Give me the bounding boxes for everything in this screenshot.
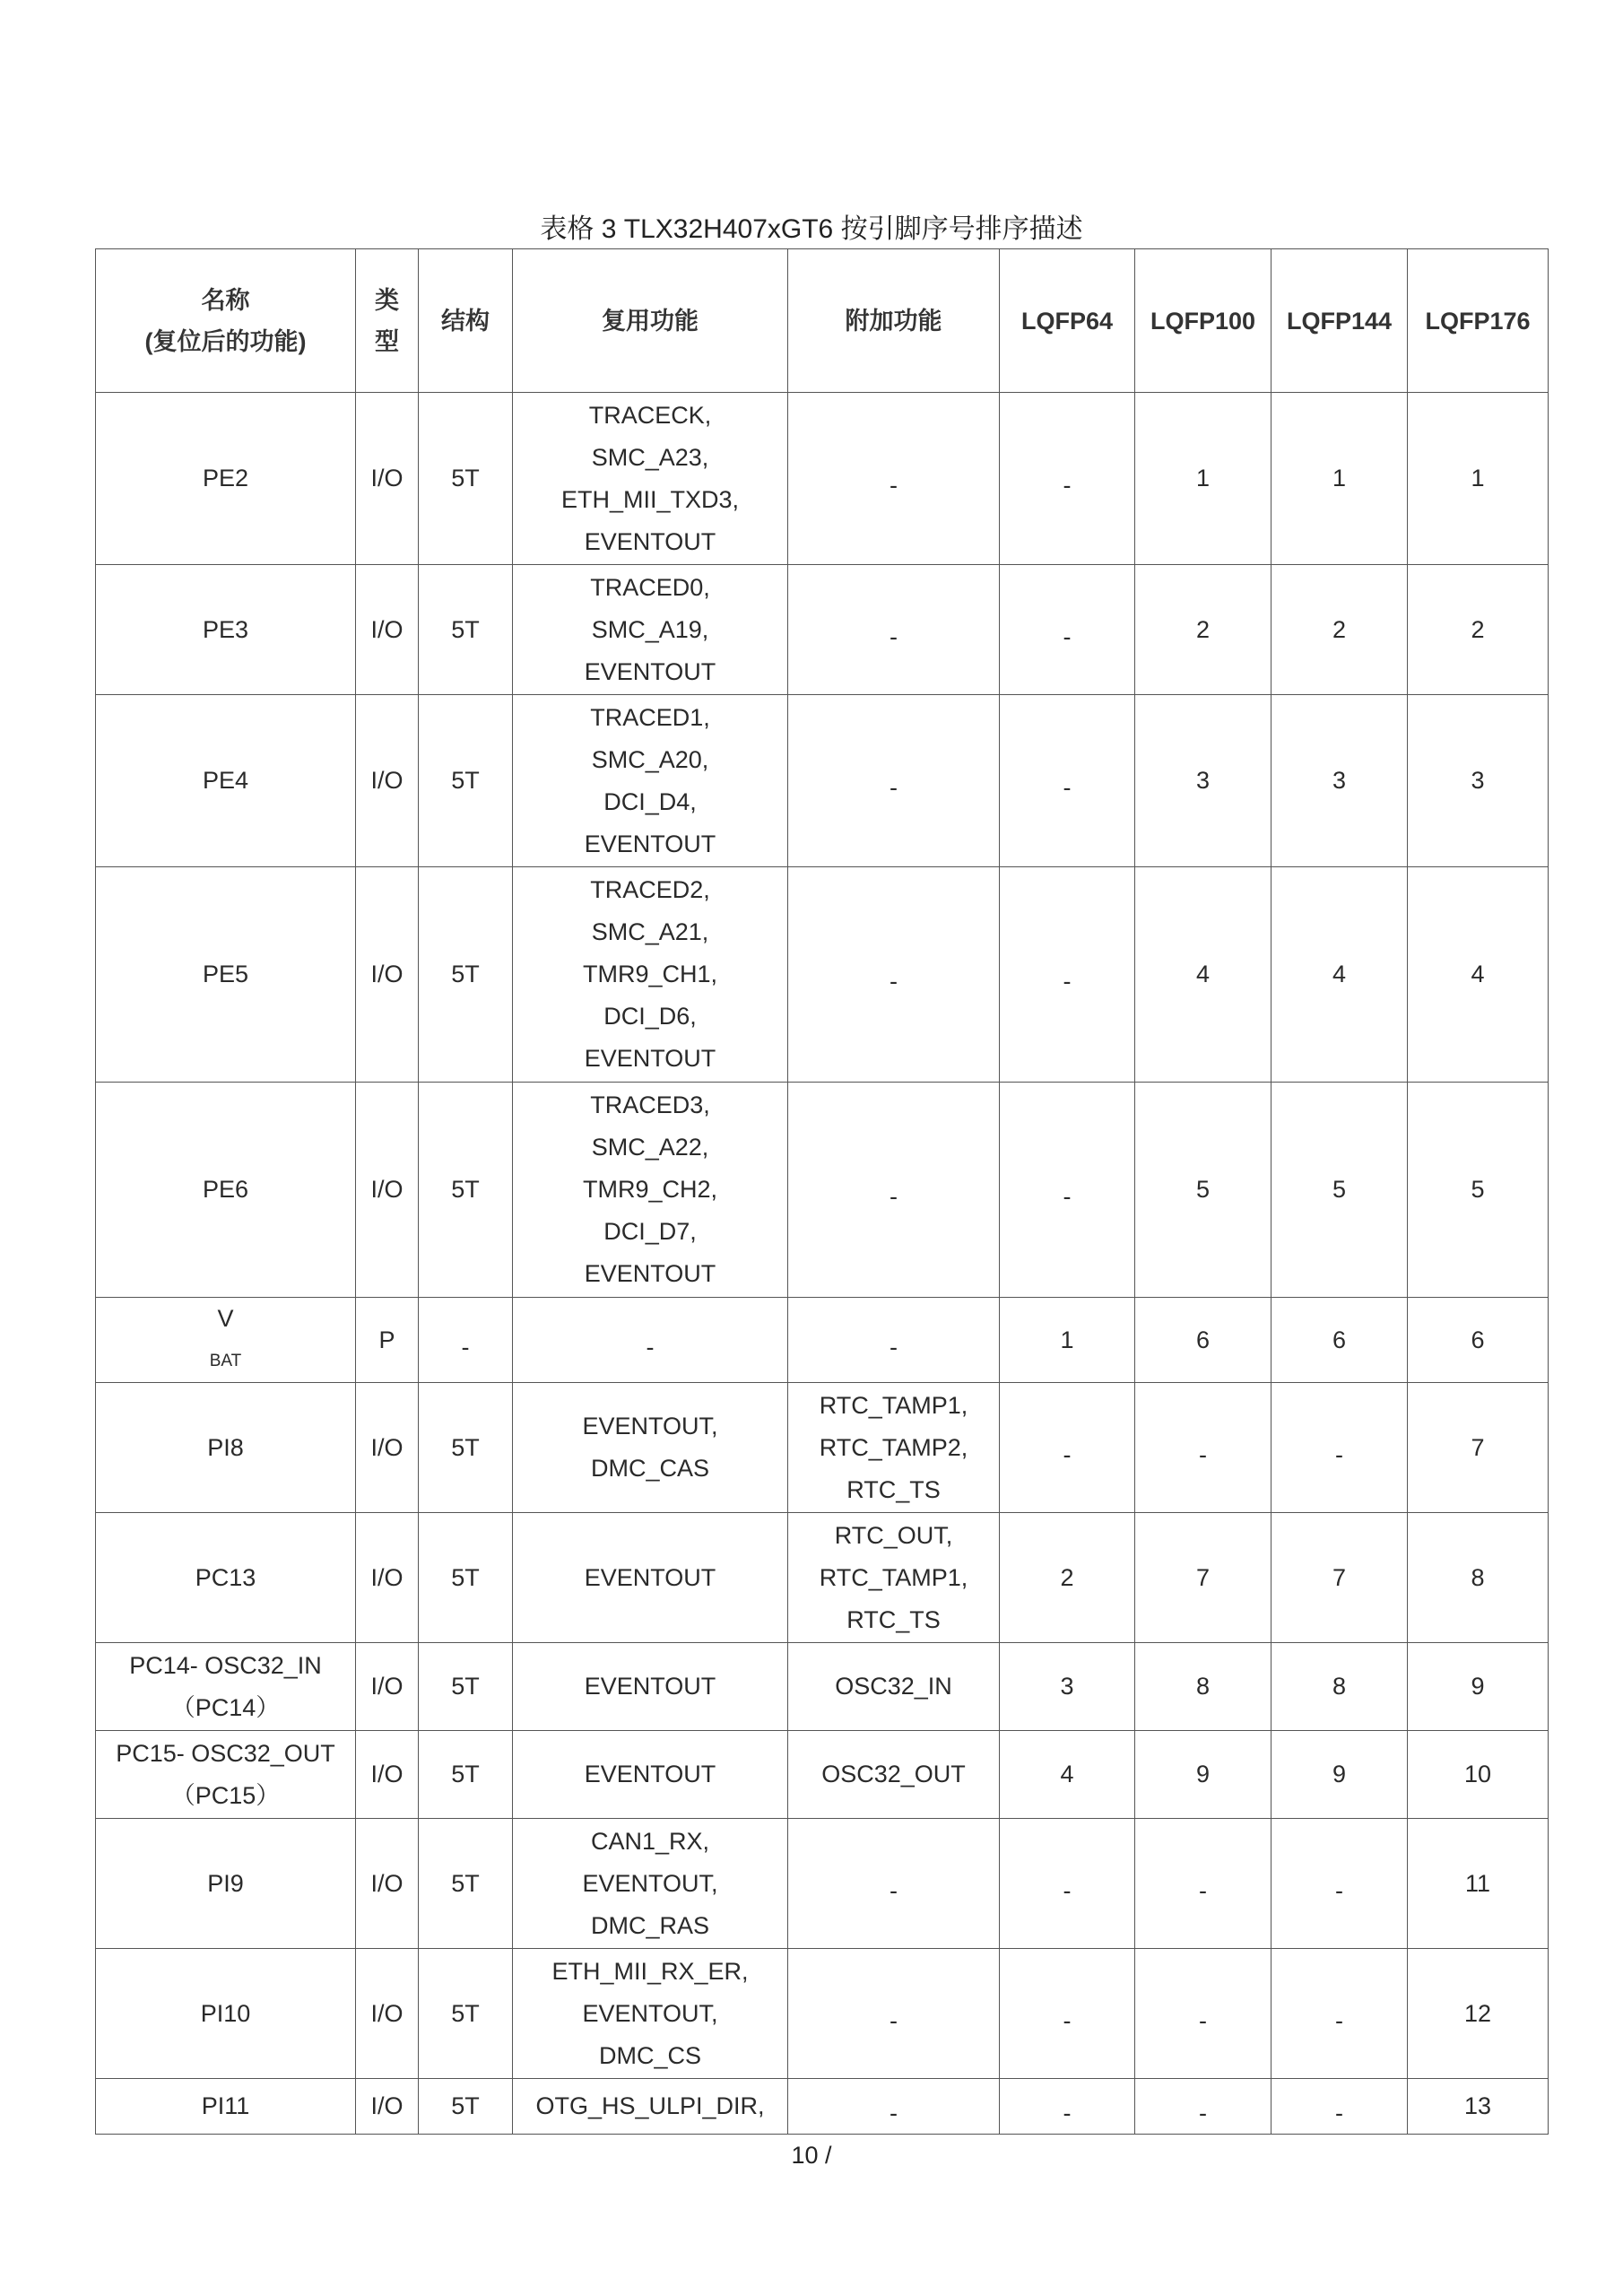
header-additional-functions: 附加功能 — [788, 249, 1000, 393]
pin-type: I/O — [356, 1383, 419, 1513]
header-lqfp64: LQFP64 — [1000, 249, 1135, 393]
pin-additional-functions-line: OSC32_OUT — [821, 1761, 966, 1787]
pin-alt-functions — [513, 1949, 788, 2079]
pin-name-line: （PC15） — [170, 1781, 281, 1809]
pin-alt-functions-line: SMC_A22, — [591, 1134, 709, 1161]
header-lqfp176: LQFP176 — [1408, 249, 1549, 393]
pin-name-line: PC14- OSC32_IN — [129, 1651, 322, 1679]
pin-additional-functions-line: RTC_TS — [846, 1475, 941, 1503]
pin-name-line: （PC14） — [170, 1693, 281, 1721]
pin-lqfp100: 5 — [1135, 1083, 1271, 1298]
pin-name-line: PI8 — [207, 1433, 244, 1461]
table-row — [96, 867, 1549, 1083]
pin-additional-functions — [788, 1643, 1000, 1731]
pin-alt-functions-line: DCI_D4, — [603, 787, 697, 815]
pin-structure: 5T — [419, 1083, 513, 1298]
table-row — [96, 2079, 1549, 2135]
table-row — [96, 1083, 1549, 1298]
pin-alt-functions-line: DMC_RAS — [590, 1911, 710, 1939]
header-lqfp144: LQFP144 — [1271, 249, 1408, 393]
pin-name — [96, 1731, 356, 1819]
pin-lqfp64: - — [1000, 1819, 1135, 1949]
pin-lqfp100: 6 — [1135, 1298, 1271, 1383]
pin-lqfp100: 1 — [1135, 393, 1271, 565]
pin-type: I/O — [356, 1083, 419, 1298]
pin-alt-functions-line: EVENTOUT — [584, 1673, 716, 1700]
header-lqfp100: LQFP100 — [1135, 249, 1271, 393]
header-alt-functions: 复用功能 — [513, 249, 788, 393]
pin-lqfp176: 6 — [1408, 1298, 1549, 1383]
pin-type: I/O — [356, 1731, 419, 1819]
pin-lqfp64: - — [1000, 565, 1135, 695]
pin-lqfp100: 3 — [1135, 695, 1271, 867]
pin-alt-functions-line: TMR9_CH1, — [582, 961, 718, 987]
pin-lqfp144: - — [1271, 2079, 1408, 2135]
pin-structure: 5T — [419, 1819, 513, 1949]
pin-alt-functions — [513, 1083, 788, 1298]
header-type: 类 型 — [356, 249, 419, 393]
pin-lqfp64: - — [1000, 1949, 1135, 2079]
pin-name-line: PC15- OSC32_OUT — [116, 1739, 335, 1767]
pin-type: I/O — [356, 1643, 419, 1731]
pin-lqfp144: 1 — [1271, 393, 1408, 565]
pin-name-line: PE5 — [202, 961, 249, 987]
pin-lqfp64: 4 — [1000, 1731, 1135, 1819]
pin-alt-functions — [513, 393, 788, 565]
pin-lqfp64: - — [1000, 1083, 1135, 1298]
pin-structure: 5T — [419, 1513, 513, 1643]
pin-alt-functions — [513, 2079, 788, 2135]
pin-type: I/O — [356, 867, 419, 1083]
pin-alt-functions — [513, 1643, 788, 1731]
pin-additional-functions-line: RTC_TAMP2, — [819, 1433, 968, 1461]
pin-alt-functions-line: EVENTOUT — [584, 1563, 716, 1591]
pin-name-line: PI11 — [201, 2092, 250, 2119]
pin-additional-functions-line: - — [890, 2100, 898, 2126]
pin-additional-functions — [788, 1083, 1000, 1298]
table-row — [96, 1383, 1549, 1513]
pin-alt-functions-line: DCI_D7, — [603, 1218, 697, 1245]
pin-lqfp100: - — [1135, 2079, 1271, 2135]
pin-additional-functions — [788, 1383, 1000, 1513]
table-row — [96, 1298, 1549, 1383]
table-row — [96, 1643, 1549, 1731]
pin-lqfp176: 13 — [1408, 2079, 1549, 2135]
pin-lqfp176: 4 — [1408, 867, 1549, 1083]
pin-lqfp144: 5 — [1271, 1083, 1408, 1298]
pin-name — [96, 1949, 356, 2079]
pin-lqfp176: 1 — [1408, 393, 1549, 565]
pin-alt-functions-line: EVENTOUT — [584, 1761, 716, 1787]
pin-alt-functions-line: CAN1_RX, — [590, 1827, 710, 1855]
pin-lqfp64: 2 — [1000, 1513, 1135, 1643]
pin-name-line: PE3 — [202, 615, 249, 643]
pin-lqfp64: - — [1000, 393, 1135, 565]
pin-lqfp144: 3 — [1271, 695, 1408, 867]
pin-additional-functions — [788, 2079, 1000, 2135]
pin-additional-functions-line: - — [890, 774, 898, 801]
pin-alt-functions-line: TMR9_CH2, — [582, 1176, 718, 1203]
pin-name — [96, 1298, 356, 1383]
pin-rows — [96, 393, 1549, 2135]
pin-alt-functions-line: TRACED0, — [590, 573, 710, 601]
table-caption: 表格 3 TLX32H407xGT6 按引脚序号排序描述 — [540, 214, 1083, 244]
pin-lqfp64: - — [1000, 2079, 1135, 2135]
pin-lqfp176: 8 — [1408, 1513, 1549, 1643]
pin-name-line: PE2 — [202, 465, 249, 491]
pin-alt-functions-line: EVENTOUT, — [582, 1413, 718, 1439]
pin-name — [96, 393, 356, 565]
pin-alt-functions-line: TRACED3, — [590, 1091, 710, 1118]
pin-additional-functions-line: OSC32_IN — [835, 1673, 952, 1700]
pin-lqfp100: 4 — [1135, 867, 1271, 1083]
pin-alt-functions — [513, 867, 788, 1083]
pin-alt-functions — [513, 1731, 788, 1819]
header-name: 名称 (复位后的功能) — [96, 249, 356, 393]
pin-additional-functions — [788, 695, 1000, 867]
table-row — [96, 1513, 1549, 1643]
pin-lqfp144: 7 — [1271, 1513, 1408, 1643]
pin-additional-functions-line: RTC_TAMP1, — [819, 1391, 968, 1419]
pin-alt-functions — [513, 695, 788, 867]
pin-lqfp144: - — [1271, 1949, 1408, 2079]
pin-lqfp176: 3 — [1408, 695, 1549, 867]
pin-name — [96, 1643, 356, 1731]
pin-lqfp144: 2 — [1271, 565, 1408, 695]
pin-name-line: PC13 — [195, 1563, 256, 1591]
pin-additional-functions — [788, 565, 1000, 695]
pin-lqfp100: - — [1135, 1383, 1271, 1513]
pin-lqfp64: 3 — [1000, 1643, 1135, 1731]
pin-structure: 5T — [419, 393, 513, 565]
pin-additional-functions-line: - — [890, 2006, 898, 2034]
table-row — [96, 393, 1549, 565]
table-row — [96, 1819, 1549, 1949]
pin-lqfp64: 1 — [1000, 1298, 1135, 1383]
header-row — [96, 249, 1549, 393]
pin-alt-functions-line: SMC_A21, — [591, 918, 709, 945]
pin-lqfp144: - — [1271, 1383, 1408, 1513]
pin-alt-functions — [513, 1819, 788, 1949]
pin-lqfp64: - — [1000, 1383, 1135, 1513]
pin-type: I/O — [356, 393, 419, 565]
pin-additional-functions-line: - — [890, 968, 898, 995]
pin-additional-functions-line: - — [890, 472, 898, 499]
pin-alt-functions-line: TRACED2, — [590, 876, 710, 903]
pin-alt-functions-line: SMC_A19, — [591, 615, 709, 643]
pin-structure: 5T — [419, 1731, 513, 1819]
pin-name-line: PI9 — [207, 1869, 244, 1897]
pin-alt-functions-line: TRACED1, — [590, 703, 710, 731]
pin-structure: 5T — [419, 867, 513, 1083]
pin-alt-functions — [513, 565, 788, 695]
pin-additional-functions — [788, 1513, 1000, 1643]
table-row — [96, 695, 1549, 867]
table-row — [96, 1731, 1549, 1819]
pin-name-line: PE4 — [202, 767, 249, 794]
pin-type: I/O — [356, 1513, 419, 1643]
pin-alt-functions-line: EVENTOUT — [584, 657, 716, 685]
pin-lqfp176: 7 — [1408, 1383, 1549, 1513]
pin-name — [96, 1819, 356, 1949]
pin-alt-functions-line: EVENTOUT, — [582, 1999, 718, 2027]
pin-lqfp176: 9 — [1408, 1643, 1549, 1731]
pin-structure: 5T — [419, 1643, 513, 1731]
pin-type: I/O — [356, 1949, 419, 2079]
pin-name-line: V BAT — [209, 1305, 242, 1370]
pin-lqfp100: - — [1135, 1819, 1271, 1949]
pin-name — [96, 1083, 356, 1298]
pin-lqfp176: 10 — [1408, 1731, 1549, 1819]
pin-structure: 5T — [419, 2079, 513, 2135]
table-row — [96, 1949, 1549, 2079]
pin-alt-functions-line: OTG_HS_ULPI_DIR, — [535, 2092, 765, 2119]
pin-alt-functions-line: EVENTOUT — [584, 527, 716, 555]
pin-alt-functions-line: DCI_D6, — [603, 1003, 697, 1030]
pin-additional-functions-line: - — [890, 622, 898, 650]
pin-type: P — [356, 1298, 419, 1383]
pin-name — [96, 565, 356, 695]
pin-lqfp144: 8 — [1271, 1643, 1408, 1731]
pin-additional-functions — [788, 393, 1000, 565]
table-row — [96, 565, 1549, 695]
pin-alt-functions-line: SMC_A23, — [591, 443, 709, 471]
pin-additional-functions — [788, 1298, 1000, 1383]
pin-alt-functions — [513, 1298, 788, 1383]
pin-lqfp100: - — [1135, 1949, 1271, 2079]
pin-additional-functions — [788, 867, 1000, 1083]
header-structure: 结构 — [419, 249, 513, 393]
pin-alt-functions — [513, 1513, 788, 1643]
pin-structure: - — [419, 1298, 513, 1383]
pin-lqfp144: 9 — [1271, 1731, 1408, 1819]
pin-lqfp100: 7 — [1135, 1513, 1271, 1643]
pin-name — [96, 695, 356, 867]
pin-structure: 5T — [419, 695, 513, 867]
pin-additional-functions-line: - — [890, 1183, 898, 1210]
pin-lqfp144: - — [1271, 1819, 1408, 1949]
pin-alt-functions-line: EVENTOUT — [584, 830, 716, 857]
page-number: 10 / — [791, 2142, 832, 2169]
pin-lqfp176: 5 — [1408, 1083, 1549, 1298]
pin-additional-functions-line: RTC_TAMP1, — [819, 1563, 968, 1591]
pin-name — [96, 1383, 356, 1513]
pin-structure: 5T — [419, 1949, 513, 2079]
pin-name-line: PE6 — [202, 1176, 249, 1203]
pin-lqfp144: 4 — [1271, 867, 1408, 1083]
pin-lqfp64: - — [1000, 867, 1135, 1083]
pin-structure: 5T — [419, 565, 513, 695]
pin-additional-functions — [788, 1819, 1000, 1949]
pin-name — [96, 867, 356, 1083]
pin-lqfp176: 2 — [1408, 565, 1549, 695]
pin-name — [96, 2079, 356, 2135]
pin-alt-functions-line: ETH_MII_RX_ER, — [551, 1957, 749, 1985]
pin-alt-functions-line: SMC_A20, — [591, 745, 709, 773]
pin-alt-functions-line: EVENTOUT, — [582, 1869, 718, 1897]
pin-alt-functions-line: EVENTOUT — [584, 1045, 716, 1072]
pin-alt-functions — [513, 1383, 788, 1513]
pin-additional-functions-line: RTC_TS — [846, 1605, 941, 1633]
pin-lqfp176: 11 — [1408, 1819, 1549, 1949]
pin-alt-functions-line: EVENTOUT — [584, 1260, 716, 1287]
pin-name — [96, 1513, 356, 1643]
pin-table — [95, 248, 1549, 2135]
pin-type: I/O — [356, 565, 419, 695]
pin-lqfp100: 2 — [1135, 565, 1271, 695]
pin-alt-functions-line: DMC_CAS — [590, 1455, 710, 1482]
pin-alt-functions-line: ETH_MII_TXD3, — [560, 485, 740, 513]
pin-lqfp100: 9 — [1135, 1731, 1271, 1819]
pin-type: I/O — [356, 2079, 419, 2135]
pin-additional-functions — [788, 1731, 1000, 1819]
pin-additional-functions-line: - — [890, 1333, 898, 1361]
pin-alt-functions-line: DMC_CS — [598, 2041, 701, 2069]
pin-additional-functions — [788, 1949, 1000, 2079]
pin-additional-functions-line: RTC_OUT, — [834, 1521, 953, 1549]
pin-alt-functions-line: TRACECK, — [588, 401, 712, 429]
pin-type: I/O — [356, 1819, 419, 1949]
pin-lqfp100: 8 — [1135, 1643, 1271, 1731]
pin-name-line: PI10 — [200, 1999, 251, 2027]
pin-lqfp144: 6 — [1271, 1298, 1408, 1383]
pin-lqfp64: - — [1000, 695, 1135, 867]
pin-type: I/O — [356, 695, 419, 867]
pin-additional-functions-line: - — [890, 1876, 898, 1904]
pin-lqfp176: 12 — [1408, 1949, 1549, 2079]
pin-structure: 5T — [419, 1383, 513, 1513]
pin-alt-functions-line: - — [646, 1333, 655, 1361]
